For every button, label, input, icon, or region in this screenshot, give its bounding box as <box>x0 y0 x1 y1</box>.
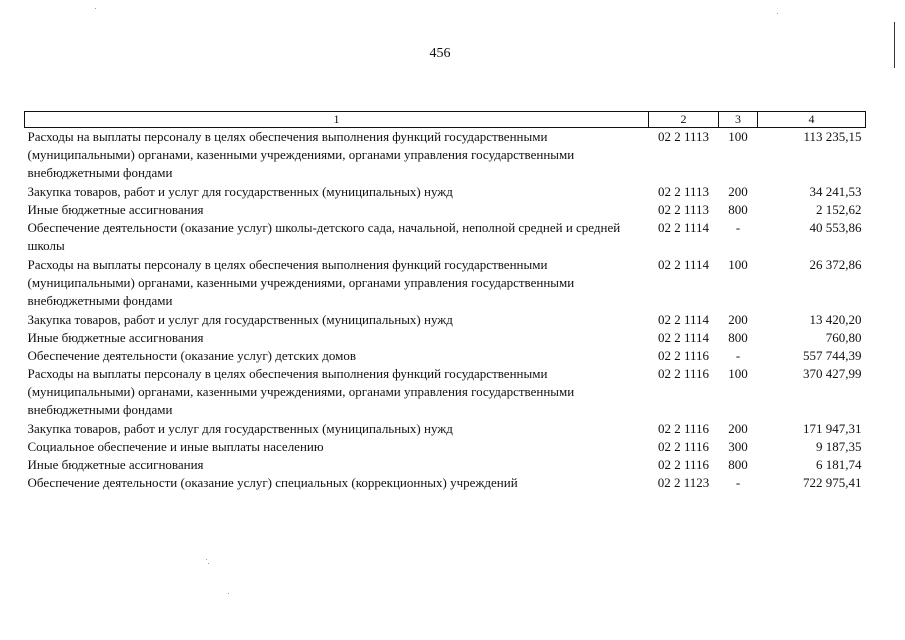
row-name: Расходы на выплаты персоналу в целях обеспечения выполнения функций государственными (муниципальными) органами, казенными учреждениями, органами управления государственными внебюджетными фондами <box>27 257 575 308</box>
column-header-type: 3 <box>719 112 758 128</box>
row-name: Расходы на выплаты персоналу в целях обеспечения выполнения функций государственными (муниципальными) органами, казенными учреждениями, органами управления государственными внебюджетными фондами <box>27 129 575 180</box>
row-type: 300 <box>728 439 748 454</box>
row-type: - <box>735 348 741 363</box>
row-name: Закупка товаров, работ и услуг для государственных (муниципальных) нужд <box>27 312 453 327</box>
row-code: 02 2 1116 <box>657 457 710 472</box>
row-name: Иные бюджетные ассигнования <box>27 202 204 217</box>
row-name: Иные бюджетные ассигнования <box>27 457 204 472</box>
scan-speck <box>95 8 96 9</box>
row-name: Закупка товаров, работ и услуг для государственных (муниципальных) нужд <box>27 184 453 199</box>
table-row <box>25 438 866 456</box>
row-amount: 171 947,31 <box>803 421 862 436</box>
row-code: 02 2 1114 <box>657 330 710 345</box>
row-amount: 26 372,86 <box>809 257 862 272</box>
column-header-name: 1 <box>25 112 649 128</box>
table-row <box>25 365 866 419</box>
scan-speck <box>206 559 207 560</box>
row-code: 02 2 1113 <box>657 184 710 199</box>
row-type: 800 <box>728 457 748 472</box>
table-row <box>25 419 866 438</box>
table-row <box>25 219 866 255</box>
row-code: 02 2 1116 <box>657 439 710 454</box>
row-code: 02 2 1116 <box>657 348 710 363</box>
budget-table <box>24 111 866 492</box>
row-type: 200 <box>728 184 748 199</box>
row-amount: 722 975,41 <box>803 475 862 490</box>
row-code: 02 2 1114 <box>657 257 710 272</box>
table-row <box>25 182 866 201</box>
row-type: 800 <box>728 330 748 345</box>
row-name: Расходы на выплаты персоналу в целях обеспечения выполнения функций государственными (муниципальными) органами, казенными учреждениями, органами управления государственными внебюджетными фондами <box>27 366 575 417</box>
row-type: 200 <box>728 312 748 327</box>
page-number: 456 <box>429 46 451 61</box>
column-header-code: 2 <box>649 112 719 128</box>
table-row <box>25 329 866 347</box>
row-code: 02 2 1116 <box>657 421 710 436</box>
row-type: 200 <box>728 421 748 436</box>
table-row <box>25 456 866 474</box>
table-row <box>25 474 866 492</box>
column-header-amount: 4 <box>758 112 866 128</box>
row-amount: 13 420,20 <box>809 312 862 327</box>
row-amount: 557 744,39 <box>803 348 862 363</box>
scan-speck <box>777 13 778 14</box>
table-row <box>25 255 866 310</box>
row-name: Социальное обеспечение и иные выплаты населению <box>27 439 324 454</box>
table-header-row <box>25 112 866 128</box>
row-type: 100 <box>728 366 748 381</box>
row-code: 02 2 1116 <box>657 366 710 381</box>
row-amount: 760,80 <box>825 330 862 345</box>
table-row <box>25 310 866 329</box>
row-name: Закупка товаров, работ и услуг для государственных (муниципальных) нужд <box>27 421 453 436</box>
row-name: Иные бюджетные ассигнования <box>27 330 204 345</box>
row-name: Обеспечение деятельности (оказание услуг) детских домов <box>27 348 356 363</box>
row-amount: 34 241,53 <box>809 184 862 199</box>
row-type: - <box>735 220 741 235</box>
row-amount: 40 553,86 <box>809 220 862 235</box>
row-code: 02 2 1114 <box>657 220 710 235</box>
row-type: 800 <box>728 202 748 217</box>
row-code: 02 2 1113 <box>657 202 710 217</box>
row-amount: 6 181,74 <box>816 457 862 472</box>
row-name: Обеспечение деятельности (оказание услуг) школы-детского сада, начальной, неполной средней и средней школы <box>27 220 621 253</box>
table-row <box>25 347 866 365</box>
table-row <box>25 201 866 219</box>
row-type: 100 <box>728 129 748 144</box>
row-code: 02 2 1114 <box>657 312 710 327</box>
row-amount: 9 187,35 <box>816 439 862 454</box>
scan-speck <box>208 563 209 564</box>
table-row <box>25 128 866 183</box>
row-amount: 370 427,99 <box>803 366 862 381</box>
row-code: 02 2 1123 <box>657 475 710 490</box>
row-amount: 113 235,15 <box>803 129 862 144</box>
row-type: 100 <box>728 257 748 272</box>
row-amount: 2 152,62 <box>816 202 862 217</box>
scan-speck <box>228 593 229 594</box>
row-type: - <box>735 475 741 490</box>
page-edge-rule <box>894 22 895 68</box>
row-code: 02 2 1113 <box>657 129 710 144</box>
row-name: Обеспечение деятельности (оказание услуг) специальных (коррекционных) учреждений <box>27 475 518 490</box>
